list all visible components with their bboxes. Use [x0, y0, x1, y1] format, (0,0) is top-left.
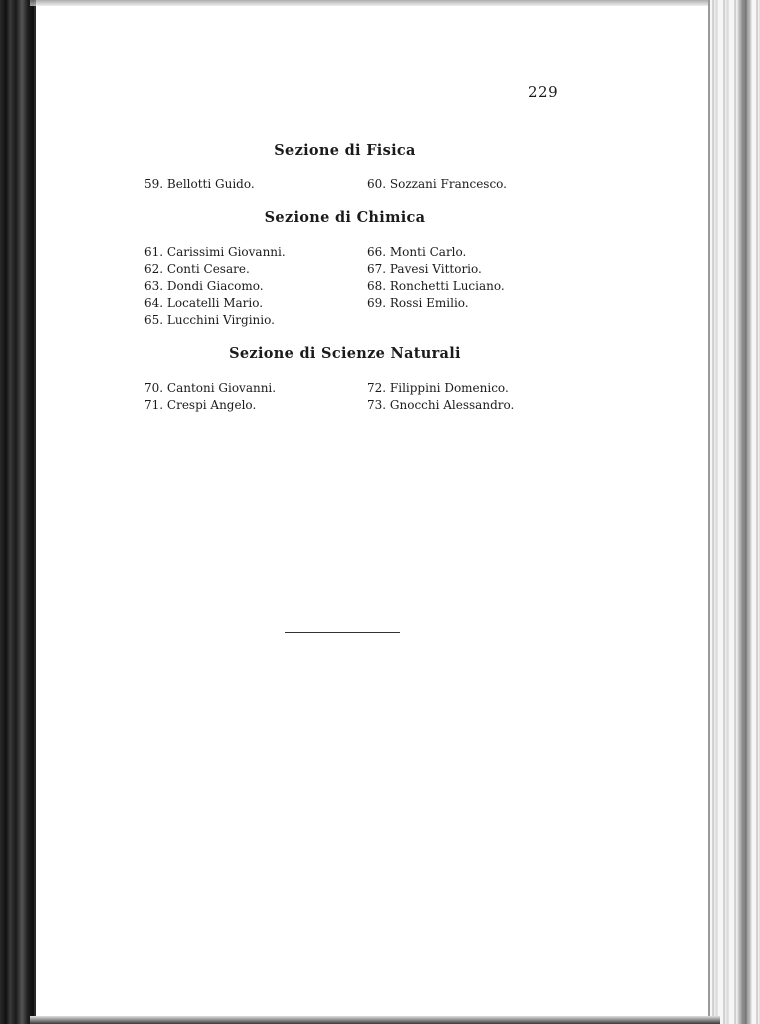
member-entry: 66. Monti Carlo. — [367, 245, 467, 259]
member-entry: 64. Locatelli Mario. — [144, 296, 264, 310]
member-entry: 65. Lucchini Virginio. — [144, 313, 275, 327]
page-right-border — [708, 0, 710, 1024]
section-list-scienze-naturali — [144, 380, 584, 414]
left-column — [144, 244, 367, 329]
section-list-fisica — [144, 176, 584, 193]
page-stack-edge — [708, 0, 760, 1024]
section-heading-chimica: Sezione di Chimica — [264, 209, 426, 226]
member-entry: 72. Filippini Domenico. — [367, 381, 509, 395]
member-entry: 63. Dondi Giacomo. — [144, 279, 264, 293]
page-number: 229 — [528, 83, 559, 101]
section-heading-fisica: Sezione di Fisica — [274, 142, 416, 159]
member-entry: 59. Bellotti Guido. — [144, 177, 255, 191]
right-column — [367, 176, 584, 193]
member-entry: 61. Carissimi Giovanni. — [144, 245, 286, 259]
member-entry: 70. Cantoni Giovanni. — [144, 381, 277, 395]
section-list-chimica — [144, 244, 584, 329]
member-entry: 69. Rossi Emilio. — [367, 296, 469, 310]
section-divider-rule — [285, 632, 400, 633]
member-entry: 68. Ronchetti Luciano. — [367, 279, 505, 293]
page-bottom-edge — [30, 1016, 720, 1024]
member-entry: 67. Pavesi Vittorio. — [367, 262, 482, 276]
member-entry: 60. Sozzani Francesco. — [367, 177, 507, 191]
right-column — [367, 380, 584, 414]
member-entry: 62. Conti Cesare. — [144, 262, 250, 276]
left-column — [144, 380, 367, 414]
section-heading-scienze-naturali: Sezione di Scienze Naturali — [229, 345, 461, 362]
left-column — [144, 176, 367, 193]
member-entry: 71. Crespi Angelo. — [144, 398, 257, 412]
page-stack-shadow — [738, 0, 752, 1024]
right-column — [367, 244, 584, 329]
page-top-edge — [30, 0, 710, 6]
member-entry: 73. Gnocchi Alessandro. — [367, 398, 515, 412]
